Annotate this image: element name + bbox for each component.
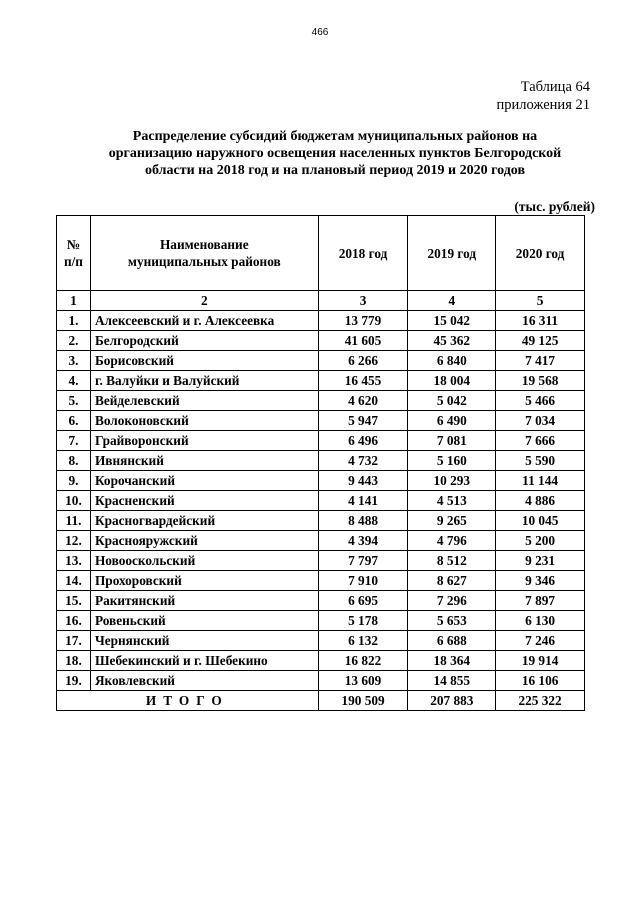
value-2019: 5 042 xyxy=(408,391,496,411)
row-number: 12. xyxy=(57,531,91,551)
value-2019: 4 796 xyxy=(408,531,496,551)
value-2018: 9 443 xyxy=(318,471,408,491)
value-2019: 18 364 xyxy=(408,651,496,671)
value-2020: 16 106 xyxy=(496,671,585,691)
value-2018: 5 947 xyxy=(318,411,408,431)
total-2018: 190 509 xyxy=(318,691,408,711)
row-number: 18. xyxy=(57,651,91,671)
row-number: 8. xyxy=(57,451,91,471)
unit-label: (тыс. рублей) xyxy=(514,199,595,214)
value-2018: 16 822 xyxy=(318,651,408,671)
value-2020: 49 125 xyxy=(496,331,585,351)
title-line-3: области на 2018 год и на плановый период 2019 и 2020 годов xyxy=(144,163,526,178)
value-2020: 9 346 xyxy=(496,571,585,591)
row-number: 19. xyxy=(57,671,91,691)
value-2020: 11 144 xyxy=(496,471,585,491)
value-2019: 8 627 xyxy=(408,571,496,591)
row-number: 16. xyxy=(57,611,91,631)
value-2018: 13 779 xyxy=(318,311,408,331)
value-2019: 45 362 xyxy=(408,331,496,351)
value-2020: 5 590 xyxy=(496,451,585,471)
table-row xyxy=(57,551,585,571)
colnum-cell: 4 xyxy=(408,291,496,311)
document-title xyxy=(80,128,590,179)
header-2020: 2020 год xyxy=(496,216,585,291)
value-2020: 5 200 xyxy=(496,531,585,551)
value-2019: 5 160 xyxy=(408,451,496,471)
row-number: 9. xyxy=(57,471,91,491)
row-number: 4. xyxy=(57,371,91,391)
value-2019: 5 653 xyxy=(408,611,496,631)
table-row xyxy=(57,331,585,351)
header-2018: 2018 год xyxy=(318,216,408,291)
value-2019: 7 081 xyxy=(408,431,496,451)
district-name: Белгородский xyxy=(90,331,318,351)
value-2019: 14 855 xyxy=(408,671,496,691)
value-2019: 18 004 xyxy=(408,371,496,391)
district-name: Корочанский xyxy=(90,471,318,491)
value-2019: 8 512 xyxy=(408,551,496,571)
value-2020: 7 417 xyxy=(496,351,585,371)
district-name: Ивнянский xyxy=(90,451,318,471)
district-name: Красногвардейский xyxy=(90,511,318,531)
column-number-row xyxy=(57,291,585,311)
colnum-cell: 5 xyxy=(496,291,585,311)
value-2018: 8 488 xyxy=(318,511,408,531)
district-name: Шебекинский и г. Шебекино xyxy=(90,651,318,671)
value-2019: 6 490 xyxy=(408,411,496,431)
header-row xyxy=(57,216,585,291)
value-2020: 5 466 xyxy=(496,391,585,411)
title-line-1: Распределение субсидий бюджетам муниципальных районов на xyxy=(132,129,538,144)
value-2018: 16 455 xyxy=(318,371,408,391)
table-row xyxy=(57,651,585,671)
table-row xyxy=(57,631,585,651)
table-body xyxy=(57,291,585,691)
value-2018: 5 178 xyxy=(318,611,408,631)
table-row xyxy=(57,351,585,371)
table-row xyxy=(57,391,585,411)
value-2020: 19 568 xyxy=(496,371,585,391)
table-row xyxy=(57,671,585,691)
total-row xyxy=(57,691,585,711)
table-row xyxy=(57,491,585,511)
table-row xyxy=(57,611,585,631)
table-row xyxy=(57,411,585,431)
value-2018: 4 394 xyxy=(318,531,408,551)
table-number: Таблица 64 xyxy=(520,79,590,95)
row-number: 5. xyxy=(57,391,91,411)
district-name: Новооскольский xyxy=(90,551,318,571)
district-name: Алексеевский и г. Алексеевка xyxy=(90,311,318,331)
district-name: Краснояружский xyxy=(90,531,318,551)
district-name: Чернянский xyxy=(90,631,318,651)
header-name: Наименование муниципальных районов xyxy=(90,216,318,291)
colnum-cell: 3 xyxy=(318,291,408,311)
district-name: Яковлевский xyxy=(90,671,318,691)
value-2018: 6 496 xyxy=(318,431,408,451)
district-name: Прохоровский xyxy=(90,571,318,591)
value-2018: 4 141 xyxy=(318,491,408,511)
total-2020: 225 322 xyxy=(496,691,585,711)
row-number: 7. xyxy=(57,431,91,451)
table-row xyxy=(57,571,585,591)
value-2018: 4 620 xyxy=(318,391,408,411)
row-number: 1. xyxy=(57,311,91,331)
value-2019: 7 296 xyxy=(408,591,496,611)
value-2020: 7 246 xyxy=(496,631,585,651)
value-2019: 15 042 xyxy=(408,311,496,331)
table-row xyxy=(57,371,585,391)
value-2018: 6 132 xyxy=(318,631,408,651)
row-number: 14. xyxy=(57,571,91,591)
page-number: 466 xyxy=(311,27,329,38)
district-name: Борисовский xyxy=(90,351,318,371)
district-name: Красненский xyxy=(90,491,318,511)
table-row xyxy=(57,511,585,531)
value-2020: 4 886 xyxy=(496,491,585,511)
row-number: 10. xyxy=(57,491,91,511)
district-name: Ракитянский xyxy=(90,591,318,611)
row-number: 6. xyxy=(57,411,91,431)
district-name: г. Валуйки и Валуйский xyxy=(90,371,318,391)
value-2018: 6 695 xyxy=(318,591,408,611)
value-2020: 19 914 xyxy=(496,651,585,671)
table-row xyxy=(57,471,585,491)
value-2019: 9 265 xyxy=(408,511,496,531)
total-2019: 207 883 xyxy=(408,691,496,711)
value-2020: 6 130 xyxy=(496,611,585,631)
district-name: Волоконовский xyxy=(90,411,318,431)
value-2020: 7 897 xyxy=(496,591,585,611)
total-label: ИТОГО xyxy=(57,691,319,711)
row-number: 2. xyxy=(57,331,91,351)
value-2019: 6 840 xyxy=(408,351,496,371)
table-row xyxy=(57,531,585,551)
value-2018: 41 605 xyxy=(318,331,408,351)
table-row xyxy=(57,591,585,611)
value-2018: 7 910 xyxy=(318,571,408,591)
value-2020: 10 045 xyxy=(496,511,585,531)
value-2019: 10 293 xyxy=(408,471,496,491)
value-2018: 4 732 xyxy=(318,451,408,471)
subsidy-table xyxy=(56,215,585,711)
value-2018: 7 797 xyxy=(318,551,408,571)
district-name: Вейделевский xyxy=(90,391,318,411)
colnum-cell: 2 xyxy=(90,291,318,311)
header-2019: 2019 год xyxy=(408,216,496,291)
table-reference xyxy=(497,78,590,114)
row-number: 11. xyxy=(57,511,91,531)
appendix-number: приложения 21 xyxy=(496,97,590,113)
value-2018: 13 609 xyxy=(318,671,408,691)
value-2020: 16 311 xyxy=(496,311,585,331)
table-row xyxy=(57,451,585,471)
value-2020: 7 034 xyxy=(496,411,585,431)
value-2019: 4 513 xyxy=(408,491,496,511)
district-name: Грайворонский xyxy=(90,431,318,451)
value-2020: 7 666 xyxy=(496,431,585,451)
row-number: 17. xyxy=(57,631,91,651)
table-row xyxy=(57,311,585,331)
row-number: 13. xyxy=(57,551,91,571)
title-line-2: организацию наружного освещения населенных пунктов Белгородской xyxy=(108,146,562,161)
table-row xyxy=(57,431,585,451)
district-name: Ровеньский xyxy=(90,611,318,631)
value-2020: 9 231 xyxy=(496,551,585,571)
value-2018: 6 266 xyxy=(318,351,408,371)
row-number: 15. xyxy=(57,591,91,611)
row-number: 3. xyxy=(57,351,91,371)
colnum-cell: 1 xyxy=(57,291,91,311)
header-num: № п/п xyxy=(57,216,91,291)
value-2019: 6 688 xyxy=(408,631,496,651)
